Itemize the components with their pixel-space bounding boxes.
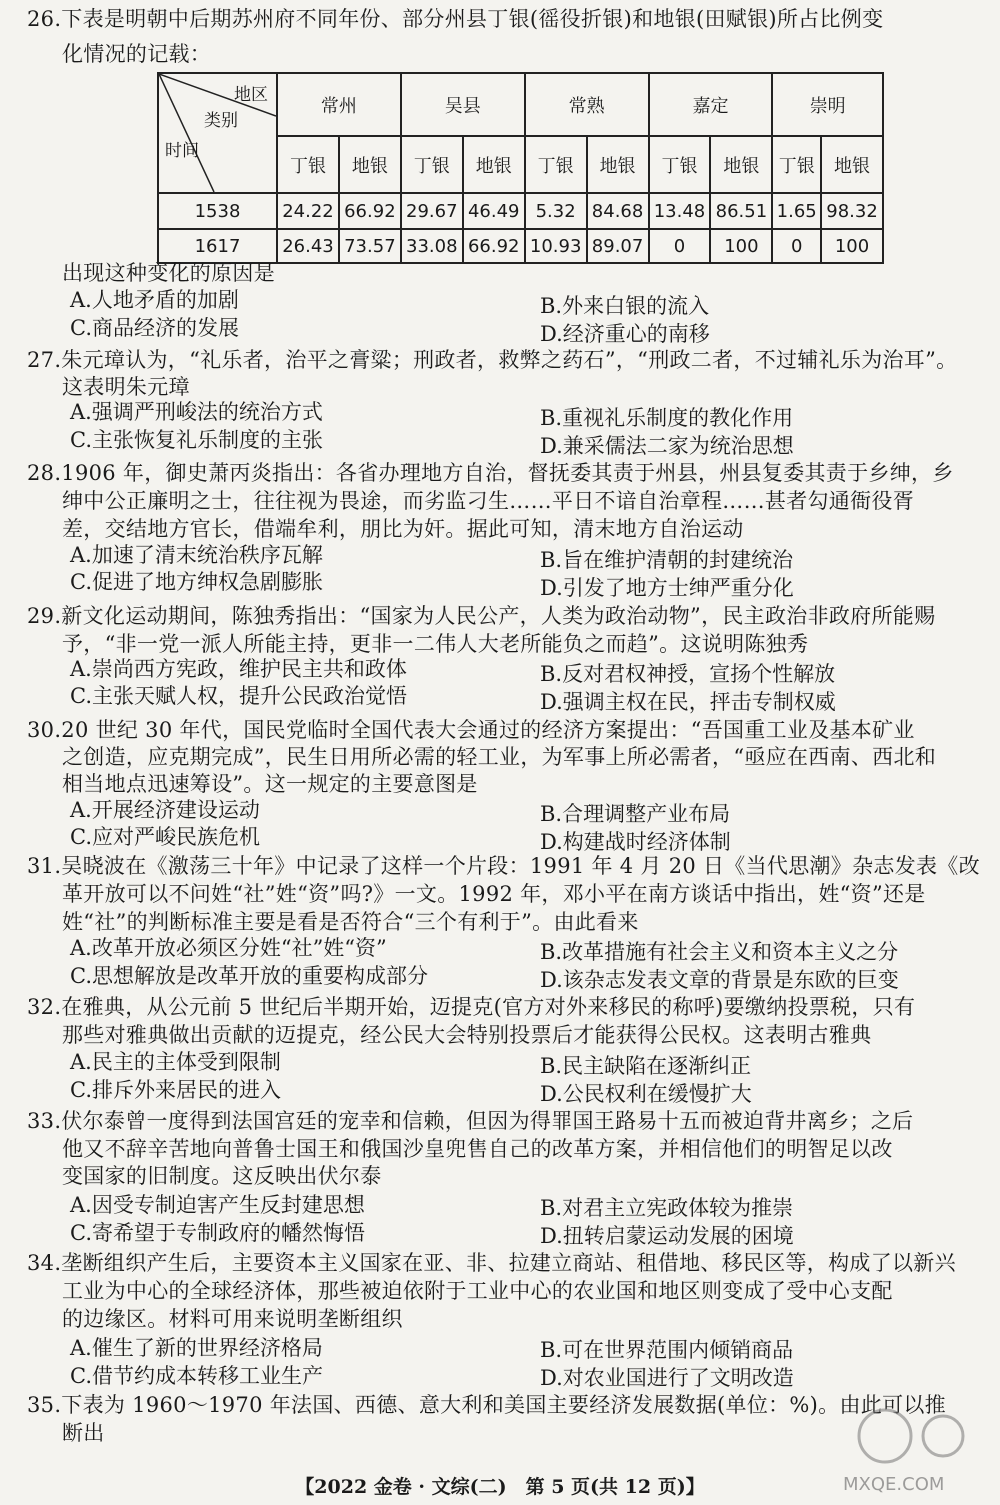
cell: 5.32 bbox=[525, 193, 587, 229]
q31-stem-line2: 革开放可以不问姓“社”姓“资”吗?》一文。1992 年，邓小平在南方谈话中指出，姓“资”还是 bbox=[62, 882, 926, 906]
cell: 73.57 bbox=[339, 229, 401, 263]
q34-option-b[interactable]: B.可在世界范围内倾销商品 bbox=[540, 1338, 794, 1362]
q30-stem-line1: 30.20 世纪 30 年代，国民党临时全国代表大会通过的经济方案提出：“吾国重工业及基本矿业 bbox=[27, 718, 915, 742]
region-header: 常熟 bbox=[525, 73, 649, 136]
table-row bbox=[158, 193, 883, 229]
cell: 13.48 bbox=[649, 193, 711, 229]
q32-option-b[interactable]: B.民主缺陷在逐渐纠正 bbox=[540, 1054, 752, 1078]
sub-header: 丁银 bbox=[277, 136, 339, 193]
q27-stem-line1: 27.朱元璋认为，“礼乐者，治平之膏粱；刑政者，救弊之药石”，“刑政二者，不过辅礼乐为治耳”。 bbox=[27, 348, 958, 372]
q32-option-d[interactable]: D.公民权利在缓慢扩大 bbox=[540, 1082, 752, 1106]
q33-option-c[interactable]: C.寄希望于专制政府的幡然悔悟 bbox=[70, 1221, 365, 1245]
cell: 66.92 bbox=[463, 229, 525, 263]
cell: 100 bbox=[710, 229, 772, 263]
q30-option-a[interactable]: A.开展经济建设运动 bbox=[70, 798, 260, 822]
q33-stem-line2: 他又不辞辛苦地向普鲁士国王和俄国沙皇兜售自己的改革方案，并相信他们的明智足以改 bbox=[62, 1137, 893, 1161]
q33-stem-line3: 变国家的旧制度。这反映出伏尔泰 bbox=[62, 1164, 382, 1188]
q27-stem-line2: 这表明朱元璋 bbox=[62, 375, 190, 399]
sub-header: 丁银 bbox=[772, 136, 821, 193]
q34-option-d[interactable]: D.对农业国进行了文明改造 bbox=[540, 1366, 794, 1390]
cell: 100 bbox=[821, 229, 883, 263]
q27-option-d[interactable]: D.兼采儒法二家为统治思想 bbox=[540, 434, 794, 458]
header-region: 地区 bbox=[234, 85, 268, 105]
q35-stem-line2: 断出 bbox=[62, 1421, 105, 1445]
q27-option-b[interactable]: B.重视礼乐制度的教化作用 bbox=[540, 406, 794, 430]
cell: 0 bbox=[772, 229, 821, 263]
q28-stem-line1: 28.1906 年，御史萧丙炎指出：各省办理地方自治，督抚委其责于州县，州县复委其责于乡绅，乡 bbox=[27, 461, 954, 485]
q34-option-a[interactable]: A.催生了新的世界经济格局 bbox=[70, 1336, 323, 1360]
q35-stem-line1: 35.下表为 1960～1970 年法国、西德、意大利和美国主要经济发展数据(单位：%)。由此可以推 bbox=[27, 1393, 946, 1417]
q29-option-d[interactable]: D.强调主权在民，抨击专制权威 bbox=[540, 690, 836, 714]
q33-option-d[interactable]: D.扭转启蒙运动发展的困境 bbox=[540, 1224, 794, 1248]
table-row bbox=[158, 229, 883, 263]
sub-header: 地银 bbox=[463, 136, 525, 193]
q31-stem-line3: 姓“社”的判断标准主要是看是否符合“三个有利于”。由此看来 bbox=[62, 910, 639, 934]
q34-option-c[interactable]: C.借节约成本转移工业生产 bbox=[70, 1364, 323, 1388]
region-header: 吴县 bbox=[401, 73, 525, 136]
q31-stem-line1: 31.吴晓波在《激荡三十年》中记录了这样一个片段：1991 年 4 月 20 日《当代思潮》杂志发表《改 bbox=[27, 854, 980, 878]
page-footer: 【2022 金卷 · 文综(二) 第 5 页(共 12 页)】 bbox=[295, 1476, 705, 1498]
q32-option-a[interactable]: A.民主的主体受到限制 bbox=[70, 1050, 281, 1074]
q30-option-d[interactable]: D.构建战时经济体制 bbox=[540, 830, 731, 854]
row-year: 1617 bbox=[158, 229, 277, 263]
q28-stem-line3: 差，交结地方官长，借端牟利，朋比为奸。据此可知，清末地方自治运动 bbox=[62, 517, 744, 541]
q28-option-c[interactable]: C.促进了地方绅权急剧膨胀 bbox=[70, 570, 323, 594]
region-header: 崇明 bbox=[772, 73, 883, 136]
q26-stem-line2: 化情况的记载： bbox=[62, 42, 212, 66]
cell: 86.51 bbox=[710, 193, 772, 229]
q33-stem-line1: 33.伏尔泰曾一度得到法国宫廷的宠幸和信赖，但因为得罪国王路易十五而被迫背井离乡；之后 bbox=[27, 1109, 914, 1133]
cell: 26.43 bbox=[277, 229, 339, 263]
q28-option-a[interactable]: A.加速了清末统治秩序瓦解 bbox=[70, 543, 323, 567]
q30-stem-line3: 相当地点迅速筹设”。这一规定的主要意图是 bbox=[62, 772, 478, 796]
cell: 10.93 bbox=[525, 229, 587, 263]
cell: 29.67 bbox=[401, 193, 463, 229]
q32-stem-line2: 那些对雅典做出贡献的迈提克，经公民大会特别投票后才能获得公民权。这表明古雅典 bbox=[62, 1023, 872, 1047]
header-category: 类别 bbox=[204, 111, 238, 131]
sub-header: 丁银 bbox=[401, 136, 463, 193]
q26-option-a[interactable]: A.人地矛盾的加剧 bbox=[70, 288, 239, 312]
q34-stem-line1: 34.垄断组织产生后，主要资本主义国家在亚、非、拉建立商站、租借地、移民区等，构成了以新兴 bbox=[27, 1251, 956, 1275]
q26-option-b[interactable]: B.外来白银的流入 bbox=[540, 294, 710, 318]
region-header: 常州 bbox=[277, 73, 401, 136]
q31-option-b[interactable]: B.改革措施有社会主义和资本主义之分 bbox=[540, 940, 899, 964]
cell: 84.68 bbox=[587, 193, 649, 229]
q29-stem-line1: 29.新文化运动期间，陈独秀指出：“国家为人民公产，人类为政治动物”，民主政治非政府所能赐 bbox=[27, 604, 936, 628]
q29-option-b[interactable]: B.反对君权神授，宣扬个性解放 bbox=[540, 662, 836, 686]
q29-option-c[interactable]: C.主张天赋人权，提升公民政治觉悟 bbox=[70, 684, 407, 708]
q30-option-c[interactable]: C.应对严峻民族危机 bbox=[70, 825, 260, 849]
q32-stem-line1: 32.在雅典，从公元前 5 世纪后半期开始，迈提克(官方对外来移民的称呼)要缴纳投票税，只有 bbox=[27, 995, 916, 1019]
row-year: 1538 bbox=[158, 193, 277, 229]
q26-option-d[interactable]: D.经济重心的南移 bbox=[540, 322, 710, 346]
sub-header: 地银 bbox=[821, 136, 883, 193]
sub-header: 丁银 bbox=[649, 136, 711, 193]
q31-option-d[interactable]: D.该杂志发表文章的背景是东欧的巨变 bbox=[540, 968, 899, 992]
q34-stem-line2: 工业为中心的全球经济体，那些被迫依附于工业中心的农业国和地区则变成了受中心支配 bbox=[62, 1279, 893, 1303]
sub-header: 地银 bbox=[710, 136, 772, 193]
q30-option-b[interactable]: B.合理调整产业布局 bbox=[540, 802, 731, 826]
cell: 46.49 bbox=[463, 193, 525, 229]
header-time: 时间 bbox=[165, 141, 199, 161]
cell: 0 bbox=[649, 229, 711, 263]
sub-header: 丁银 bbox=[525, 136, 587, 193]
cell: 89.07 bbox=[587, 229, 649, 263]
q26-option-c[interactable]: C.商品经济的发展 bbox=[70, 316, 239, 340]
watermark-logo-icon bbox=[825, 1402, 975, 1497]
q27-option-c[interactable]: C.主张恢复礼乐制度的主张 bbox=[70, 428, 323, 452]
q33-option-a[interactable]: A.因受专制迫害产生反封建思想 bbox=[70, 1193, 365, 1217]
q33-option-b[interactable]: B.对君主立宪政体较为推崇 bbox=[540, 1196, 794, 1220]
svg-text:MXQE.COM: MXQE.COM bbox=[843, 1474, 945, 1495]
cell: 1.65 bbox=[772, 193, 821, 229]
q32-option-c[interactable]: C.排斥外来居民的进入 bbox=[70, 1078, 281, 1102]
q28-option-b[interactable]: B.旨在维护清朝的封建统治 bbox=[540, 548, 794, 572]
q28-option-d[interactable]: D.引发了地方士绅严重分化 bbox=[540, 576, 794, 600]
sub-header: 地银 bbox=[587, 136, 649, 193]
q26-stem-line1: 26.下表是明朝中后期苏州府不同年份、部分州县丁银(徭役折银)和地银(田赋银)所占比例变 bbox=[27, 7, 884, 31]
q27-option-a[interactable]: A.强调严刑峻法的统治方式 bbox=[70, 400, 323, 424]
q30-stem-line2: 之创造，应克期完成”，民生日用所必需的轻工业，为军事上所必需者，“亟应在西南、西北和 bbox=[62, 745, 937, 769]
q29-stem-line2: 予，“非一党一派人所能主持，更非一二伟人大老所能负之而趋”。这说明陈独秀 bbox=[62, 632, 809, 656]
cell: 24.22 bbox=[277, 193, 339, 229]
q31-option-a[interactable]: A.改革开放必须区分姓“社”姓“资” bbox=[70, 936, 387, 960]
region-header: 嘉定 bbox=[649, 73, 773, 136]
q34-stem-line3: 的边缘区。材料可用来说明垄断组织 bbox=[62, 1307, 403, 1331]
q28-stem-line2: 绅中公正廉明之士，往往视为畏途，而劣监刁生……平日不谙自治章程……甚者勾通衙役胥 bbox=[62, 489, 914, 513]
cell: 98.32 bbox=[821, 193, 883, 229]
table-diagonal-header bbox=[158, 73, 277, 193]
q26-data-table bbox=[157, 72, 884, 264]
cell: 66.92 bbox=[339, 193, 401, 229]
q26-question: 出现这种变化的原因是 bbox=[62, 261, 275, 285]
watermark-logo bbox=[825, 1402, 975, 1497]
q29-option-a[interactable]: A.崇尚西方宪政，维护民主共和政体 bbox=[70, 657, 407, 681]
sub-header: 地银 bbox=[339, 136, 401, 193]
cell: 33.08 bbox=[401, 229, 463, 263]
q31-option-c[interactable]: C.思想解放是改革开放的重要构成部分 bbox=[70, 964, 428, 988]
